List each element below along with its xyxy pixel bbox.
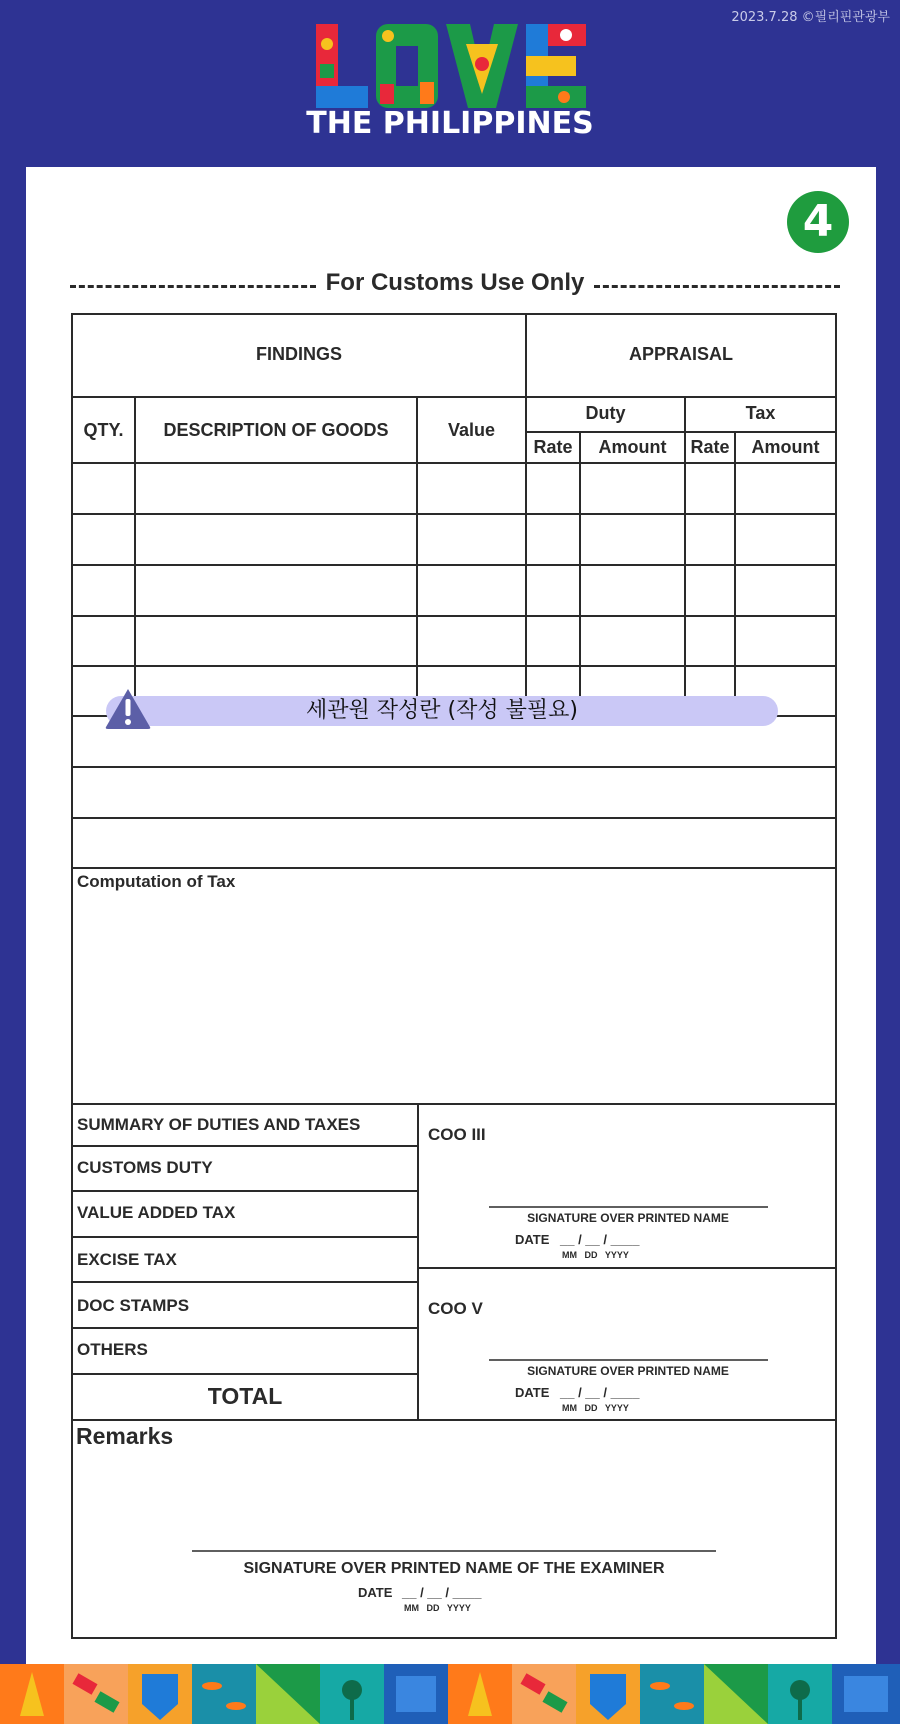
coo3-label: COO III	[428, 1125, 486, 1144]
examiner-date-line: __ / __ / ____	[402, 1585, 482, 1600]
examiner-signature-label: SIGNATURE OVER PRINTED NAME OF THE EXAMINER	[243, 1560, 665, 1577]
summary-row-doc-stamps: DOC STAMPS	[77, 1296, 190, 1315]
computation-of-tax-label: Computation of Tax	[77, 872, 236, 891]
duty-column-header: Duty	[585, 403, 626, 423]
copyright-credit: 2023.7.28 ©필리핀관광부	[731, 10, 890, 25]
tax-rate-header: Rate	[690, 437, 730, 457]
findings-header: FINDINGS	[255, 344, 342, 364]
tax-column-header: Tax	[745, 403, 776, 423]
logo-tagline: THE PHILIPPINES	[306, 106, 594, 141]
coo3-signature-label: SIGNATURE OVER PRINTED NAME	[527, 1211, 729, 1225]
value-column-header: Value	[447, 420, 496, 440]
qty-column-header: QTY.	[83, 420, 124, 440]
duty-amount-header: Amount	[598, 437, 667, 457]
total-label: TOTAL	[207, 1383, 283, 1409]
warning-icon	[104, 687, 152, 729]
coo5-label: COO V	[428, 1299, 483, 1318]
coo5-date-format: MM DD YYYY	[562, 1403, 629, 1413]
step-number-badge: 4	[787, 191, 849, 253]
summary-row-excise-tax: EXCISE TAX	[77, 1250, 177, 1269]
decorative-pattern-strip	[0, 1664, 900, 1724]
summary-row-customs-duty: CUSTOMS DUTY	[77, 1158, 213, 1177]
appraisal-header: APPRAISAL	[628, 344, 733, 364]
examiner-date-label: DATE	[358, 1585, 393, 1600]
examiner-date-format: MM DD YYYY	[404, 1603, 471, 1613]
notice-text: 세관원 작성란 (작성 불필요)	[306, 698, 578, 723]
summary-label: SUMMARY OF DUTIES AND TAXES	[77, 1115, 361, 1134]
coo5-date-line: __ / __ / ____	[560, 1385, 640, 1400]
summary-row-others: OTHERS	[77, 1340, 148, 1359]
tax-amount-header: Amount	[751, 437, 820, 457]
customs-section-title-text: For Customs Use Only	[325, 269, 585, 296]
remarks-label: Remarks	[76, 1423, 174, 1449]
coo3-date-line: __ / __ / ____	[560, 1232, 640, 1247]
duty-rate-header: Rate	[533, 437, 573, 457]
coo3-date-label: DATE	[515, 1232, 550, 1247]
description-column-header: DESCRIPTION OF GOODS	[163, 420, 389, 440]
coo3-date-format: MM DD YYYY	[562, 1250, 629, 1260]
coo5-date-label: DATE	[515, 1385, 550, 1400]
coo5-signature-label: SIGNATURE OVER PRINTED NAME	[527, 1364, 729, 1378]
summary-row-vat: VALUE ADDED TAX	[77, 1203, 236, 1222]
